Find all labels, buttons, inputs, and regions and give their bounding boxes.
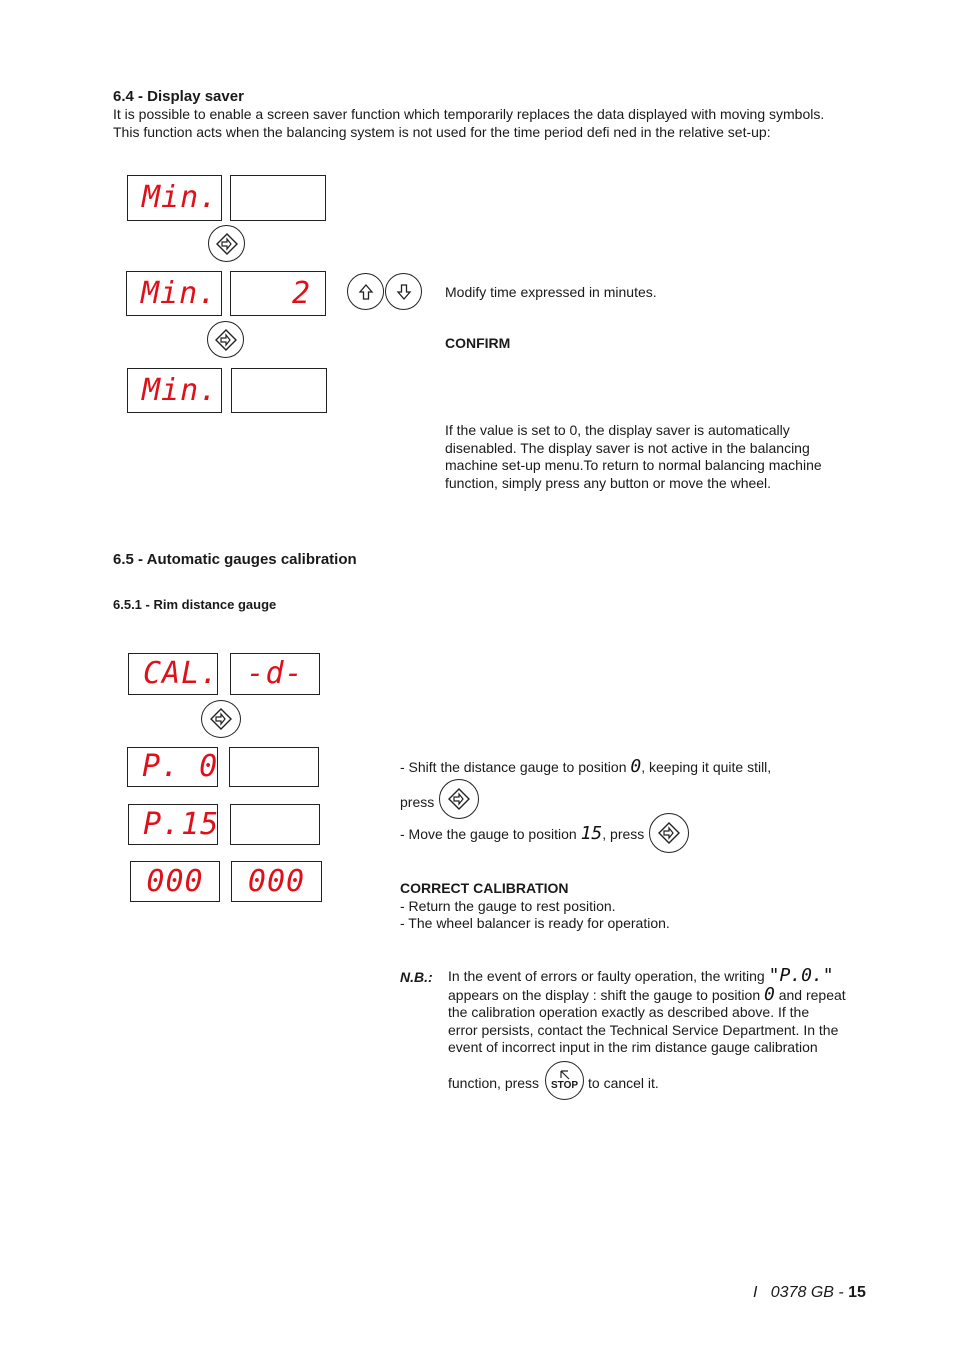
display-right-d: -d- bbox=[230, 653, 320, 695]
display-saver-note: If the value is set to 0, the display saver is automatically disenabled. The display saver is not active in the balancing machine set-up menu.To return to normal balancing machine function, simply press any button or move the wheel. bbox=[445, 422, 822, 491]
display-right-1 bbox=[230, 175, 326, 221]
display-left-cal: CAL. bbox=[128, 653, 218, 695]
display-left-min-3: Min. bbox=[127, 368, 222, 413]
nb-line6-b: to cancel it. bbox=[588, 1075, 659, 1091]
nb-label: N.B.: bbox=[400, 969, 433, 985]
position-zero-symbol: 0 bbox=[630, 756, 642, 777]
enter-button-icon[interactable] bbox=[649, 813, 689, 853]
display-left-000: 000 bbox=[130, 861, 220, 902]
step1-instruction: - Shift the distance gauge to position 0, keeping it quite still, bbox=[400, 756, 772, 777]
enter-button-icon[interactable] bbox=[207, 321, 244, 358]
display-right-3 bbox=[231, 368, 327, 413]
display-left-p15: P.15 bbox=[128, 804, 218, 845]
display-left-min-2: Min. bbox=[126, 271, 222, 316]
enter-button-icon[interactable] bbox=[201, 700, 241, 738]
step2-instruction: - Move the gauge to position 15, press bbox=[400, 823, 645, 844]
correct-calibration-block: CORRECT CALIBRATION - Return the gauge to rest position. - The wheel balancer is ready for operation. bbox=[400, 880, 670, 931]
position-fifteen-symbol: 15 bbox=[580, 823, 603, 844]
press-label: press bbox=[400, 794, 435, 810]
display-right-minutes-value: 2 bbox=[230, 271, 326, 316]
section-title-display-saver: 6.4 - Display saver bbox=[113, 88, 244, 105]
section-title-gauges-calibration: 6.5 - Automatic gauges calibration bbox=[113, 551, 357, 568]
stop-button-icon[interactable]: STOP bbox=[545, 1061, 584, 1100]
display-right-blank-1 bbox=[229, 747, 319, 787]
display-left-min-1: Min. bbox=[127, 175, 222, 221]
display-left-p0: P. 0 bbox=[127, 747, 218, 787]
nb-line6-a: function, press bbox=[448, 1075, 540, 1091]
p0-code-symbol: "P.0." bbox=[768, 965, 834, 986]
correct-calibration-title: CORRECT CALIBRATION bbox=[400, 880, 569, 896]
arrow-down-icon[interactable] bbox=[385, 273, 422, 310]
enter-button-icon[interactable] bbox=[439, 779, 479, 819]
nb-note: In the event of errors or faulty operation, the writing "P.0." appears on the display : shift the gauge to position 0 and repeat the calibration operation exactly as described above. If the error persists, contact the Technical Service Department. In the event of incorrect input in the rim distance gauge calibration bbox=[448, 965, 846, 1055]
display-right-000: 000 bbox=[231, 861, 322, 902]
arrow-up-icon[interactable] bbox=[347, 273, 384, 310]
display-right-blank-2 bbox=[230, 804, 320, 845]
intro-text: It is possible to enable a screen saver function which temporarily replaces the data displayed with moving symbols. This function acts when the balancing system is not used for the time period defi ned in the relative set-up: bbox=[113, 106, 825, 140]
position-zero-symbol: 0 bbox=[764, 983, 775, 1005]
enter-button-icon[interactable] bbox=[208, 225, 245, 262]
modify-time-text: Modify time expressed in minutes. bbox=[445, 284, 657, 300]
page-number: 15 bbox=[848, 1284, 866, 1301]
subsection-title-rim-distance: 6.5.1 - Rim distance gauge bbox=[113, 597, 277, 612]
confirm-label: CONFIRM bbox=[445, 335, 511, 351]
page-footer: I 0378 GB - 15 bbox=[753, 1284, 866, 1301]
